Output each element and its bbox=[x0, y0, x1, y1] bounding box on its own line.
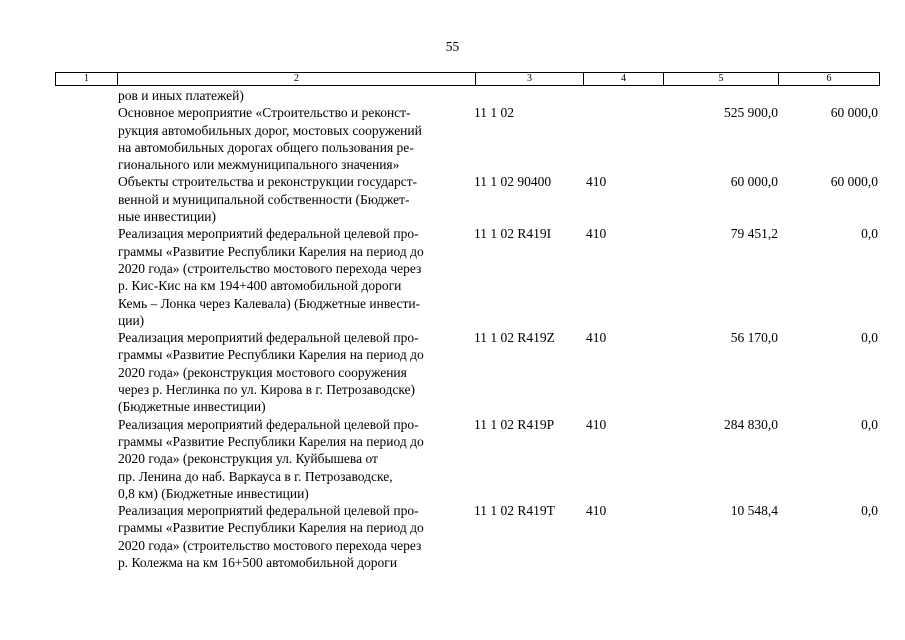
page-number: 55 bbox=[445, 39, 460, 54]
description-line: граммы «Развитие Республики Карелия на период до bbox=[118, 433, 424, 449]
description-line: венной и муниципальной собственности (Бюджет- bbox=[118, 191, 410, 207]
row-type: 410 bbox=[586, 330, 607, 346]
row-description bbox=[118, 502, 468, 571]
row-type: 410 bbox=[586, 226, 607, 242]
row-value-5: 79 451,2 bbox=[730, 226, 778, 242]
header-col-5: 5 bbox=[664, 73, 779, 85]
header-col-3: 3 bbox=[476, 73, 584, 85]
description-line: ные инвестиции) bbox=[118, 209, 217, 225]
row-code: 11 1 02 90400 bbox=[474, 174, 552, 190]
description-line: 2020 года» (реконструкция мостового сооружения bbox=[118, 364, 407, 380]
description-line: Реализация мероприятий федеральной целевой про- bbox=[118, 416, 419, 432]
row-code: 11 1 02 bbox=[474, 105, 514, 121]
row-description bbox=[118, 173, 468, 225]
table-row bbox=[118, 225, 880, 329]
row-type bbox=[576, 87, 632, 104]
table-row bbox=[118, 502, 880, 571]
row-code: 11 1 02 R419Z bbox=[474, 330, 555, 346]
header-col-1: 1 bbox=[56, 73, 118, 85]
row-value-6: 60 000,0 bbox=[830, 174, 878, 190]
row-value-5: 284 830,0 bbox=[724, 416, 778, 432]
description-line: Кемь – Лонка через Калевала) (Бюджетные инвести- bbox=[118, 295, 421, 311]
row-code bbox=[468, 87, 576, 104]
description-line: граммы «Развитие Республики Карелия на период до bbox=[118, 520, 424, 536]
description-line: Реализация мероприятий федеральной целевой про- bbox=[118, 330, 419, 346]
row-description bbox=[118, 329, 468, 415]
header-col-4: 4 bbox=[584, 73, 664, 85]
table-row bbox=[118, 329, 880, 415]
row-type bbox=[576, 104, 632, 173]
row-description bbox=[118, 225, 468, 329]
description-line: через р. Неглинка по ул. Кирова в г. Петрозаводске) bbox=[118, 382, 416, 398]
row-description bbox=[118, 104, 468, 173]
description-line: Реализация мероприятий федеральной целевой про- bbox=[118, 226, 419, 242]
header-col-6: 6 bbox=[826, 73, 832, 84]
row-code: 11 1 02 R419P bbox=[474, 416, 555, 432]
row-value-5: 525 900,0 bbox=[724, 105, 778, 121]
row-value-5 bbox=[632, 87, 778, 104]
description-line: р. Колежма на км 16+500 автомобильной дороги bbox=[118, 555, 398, 571]
row-value-6: 0,0 bbox=[861, 330, 878, 346]
description-line: 2020 года» (строительство мостового перехода через bbox=[118, 260, 422, 276]
row-description bbox=[118, 416, 468, 502]
table-header bbox=[55, 72, 880, 86]
row-value-6: 0,0 bbox=[861, 503, 878, 519]
description-line: гионального или межмуниципального значения» bbox=[118, 157, 400, 173]
description-line: Объекты строительства и реконструкции государст- bbox=[118, 174, 418, 190]
table-row bbox=[118, 173, 880, 225]
description-line: Реализация мероприятий федеральной целевой про- bbox=[118, 503, 419, 519]
row-value-5: 10 548,4 bbox=[730, 503, 778, 519]
table-body bbox=[118, 87, 880, 571]
description-line: на автомобильных дорогах общего пользования ре- bbox=[118, 139, 414, 155]
row-type: 410 bbox=[586, 174, 607, 190]
description-line: ров и иных платежей) bbox=[118, 88, 244, 103]
row-value-5: 60 000,0 bbox=[730, 174, 778, 190]
description-line: Основное мероприятие «Строительство и реконст- bbox=[118, 105, 411, 121]
row-value-6 bbox=[778, 87, 880, 104]
description-line: (Бюджетные инвестиции) bbox=[118, 399, 266, 415]
row-type: 410 bbox=[586, 503, 607, 519]
row-code: 11 1 02 R419I bbox=[474, 226, 552, 242]
row-type: 410 bbox=[586, 416, 607, 432]
description-line: р. Кис-Кис на км 194+400 автомобильной дороги bbox=[118, 278, 402, 294]
description-line: пр. Ленина до наб. Варкауса в г. Петрозаводске, bbox=[118, 468, 393, 484]
header-col-2: 2 bbox=[118, 73, 476, 85]
table-row bbox=[118, 104, 880, 173]
row-value-6: 0,0 bbox=[861, 226, 878, 242]
row-description bbox=[118, 87, 468, 104]
description-line: рукция автомобильных дорог, мостовых сооружений bbox=[118, 122, 422, 138]
description-line: 2020 года» (строительство мостового перехода через bbox=[118, 537, 422, 553]
description-line: граммы «Развитие Республики Карелия на период до bbox=[118, 243, 424, 259]
row-value-5: 56 170,0 bbox=[730, 330, 778, 346]
table-row bbox=[118, 416, 880, 502]
description-line: 0,8 км) (Бюджетные инвестиции) bbox=[118, 485, 309, 501]
description-line: граммы «Развитие Республики Карелия на период до bbox=[118, 347, 424, 363]
description-line: 2020 года» (реконструкция ул. Куйбышева от bbox=[118, 451, 378, 467]
table-row bbox=[118, 87, 880, 104]
row-code: 11 1 02 R419T bbox=[474, 503, 555, 519]
row-value-6: 0,0 bbox=[861, 416, 878, 432]
row-value-6: 60 000,0 bbox=[830, 105, 878, 121]
description-line: ции) bbox=[118, 312, 145, 328]
